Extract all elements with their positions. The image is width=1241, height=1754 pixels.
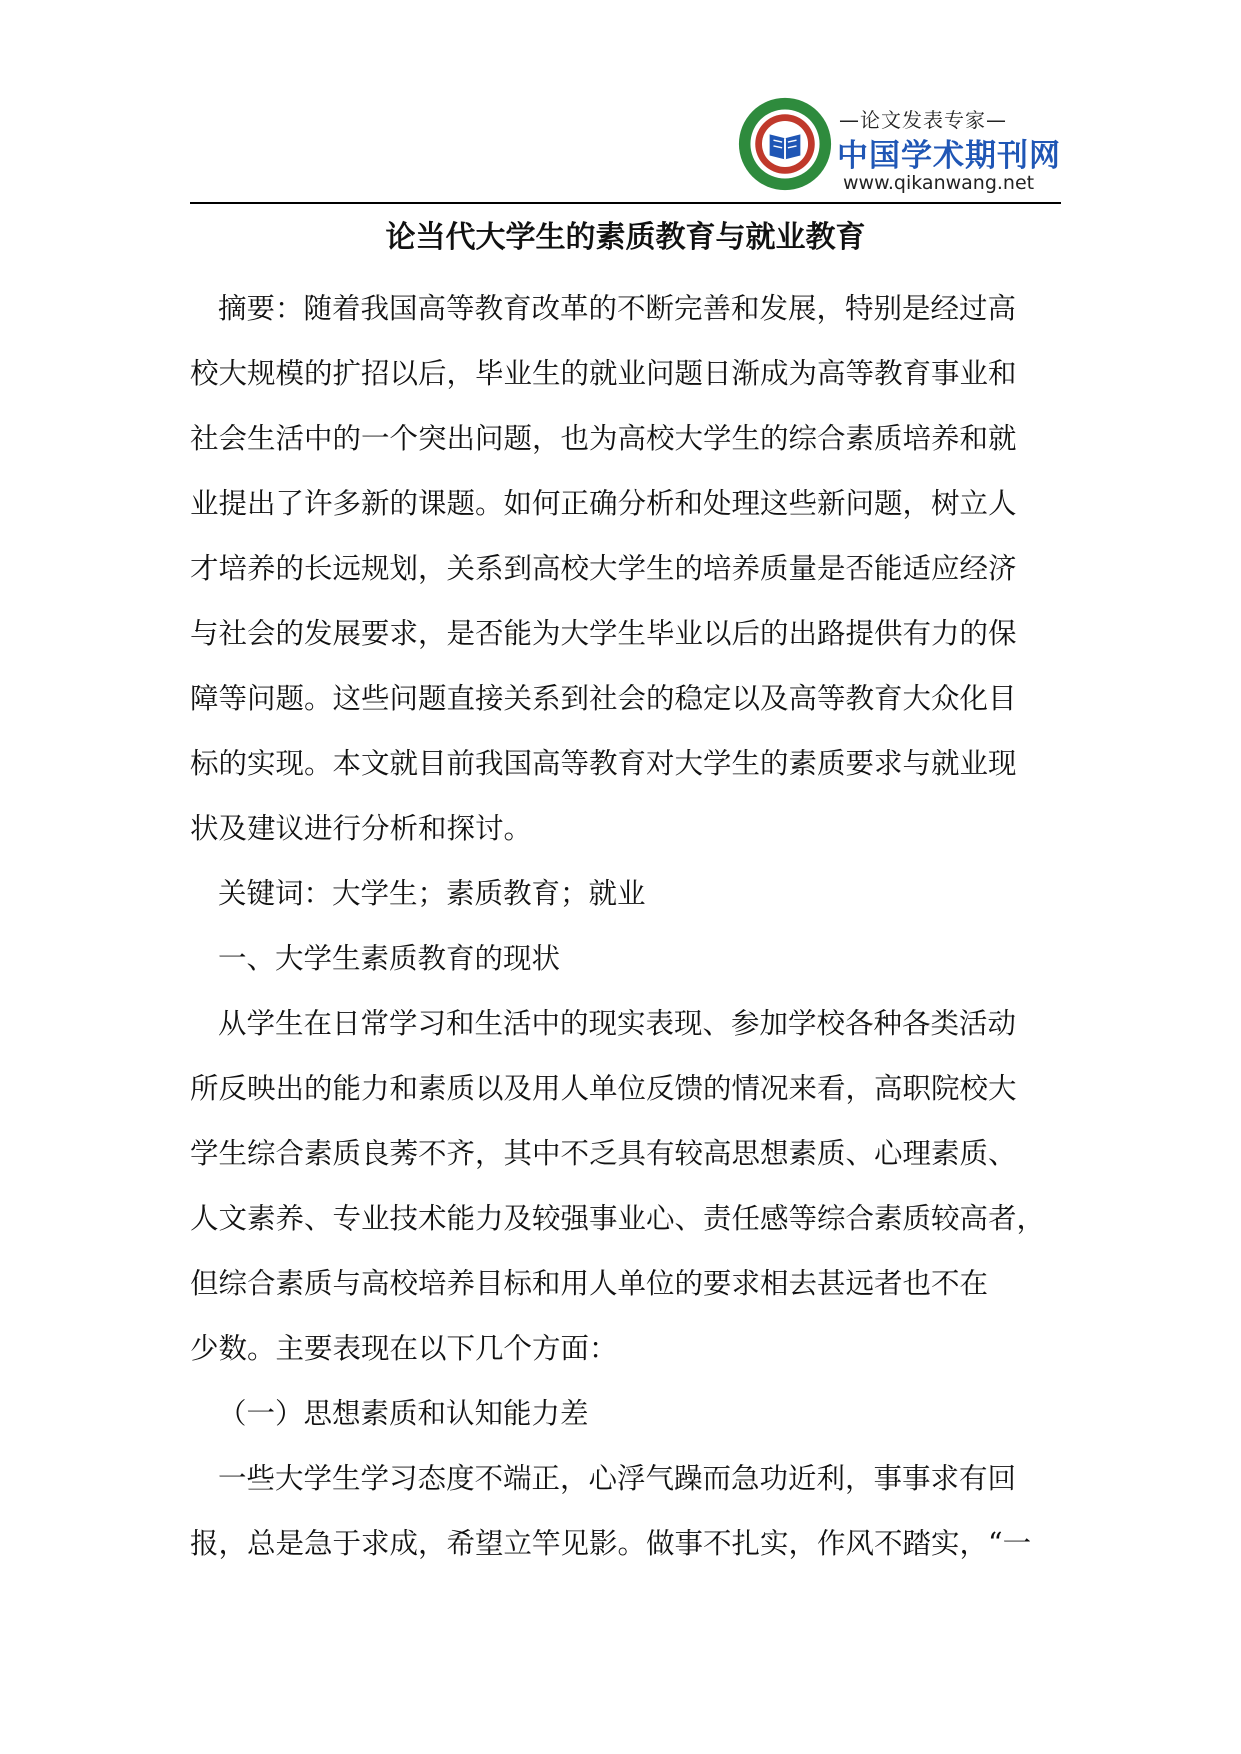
abstract-line: 与社会的发展要求，是否能为大学生毕业以后的出路提供有力的保 — [190, 617, 1017, 650]
abstract-line: 状及建议进行分析和探讨。 — [190, 812, 533, 845]
logo-url: www.qikanwang.net — [843, 172, 1035, 194]
document-body — [190, 276, 1050, 1576]
subsection-line: 报，总是急于求成，希望立竿见影。做事不扎实，作风不踏实，“一 — [190, 1527, 1032, 1560]
abstract-line: 障等问题。这些问题直接关系到社会的稳定以及高等教育大众化目 — [190, 682, 1017, 715]
abstract-line: 标的实现。本文就目前我国高等教育对大学生的素质要求与就业现 — [190, 747, 1017, 780]
section-line: 学生综合素质良莠不齐，其中不乏具有较高思想素质、心理素质、 — [190, 1137, 1017, 1170]
logo-name: 中国学术期刊网 — [837, 138, 1061, 174]
keywords: 关键词：大学生；素质教育；就业 — [218, 877, 646, 910]
seal-icon — [737, 96, 833, 192]
document-title: 论当代大学生的素质教育与就业教育 — [385, 220, 866, 255]
abstract-line: 才培养的长远规划，关系到高校大学生的培养质量是否能适应经济 — [190, 552, 1017, 585]
subsection-line: 一些大学生学习态度不端正，心浮气躁而急功近利，事事求有回 — [218, 1462, 1017, 1495]
abstract-line: 业提出了许多新的课题。如何正确分析和处理这些新问题，树立人 — [190, 487, 1017, 520]
page-header — [190, 80, 1061, 204]
subsection-paragraph — [190, 1446, 1050, 1576]
section-line: 但综合素质与高校培养目标和用人单位的要求相去甚远者也不在 — [190, 1267, 989, 1300]
section-line: 从学生在日常学习和生活中的现实表现、参加学校各种各类活动 — [218, 1007, 1017, 1040]
abstract-line: 摘要：随着我国高等教育改革的不断完善和发展，特别是经过高 — [218, 292, 1017, 325]
section-line: 人文素养、专业技术能力及较强事业心、责任感等综合素质较高者， — [190, 1202, 1046, 1235]
section-heading: 一、大学生素质教育的现状 — [218, 942, 561, 975]
abstract-line: 社会生活中的一个突出问题，也为高校大学生的综合素质培养和就 — [190, 422, 1017, 455]
section-line: 所反映出的能力和素质以及用人单位反馈的情况来看，高职院校大 — [190, 1072, 1017, 1105]
journal-logo — [737, 86, 1061, 196]
abstract-paragraph — [190, 276, 1050, 861]
section-paragraph — [190, 991, 1050, 1381]
abstract-line: 校大规模的扩招以后，毕业生的就业问题日渐成为高等教育事业和 — [190, 357, 1017, 390]
subsection-heading: （一）思想素质和认知能力差 — [218, 1397, 589, 1430]
section-line: 少数。主要表现在以下几个方面： — [190, 1332, 618, 1365]
logo-tagline: —论文发表专家— — [839, 108, 1007, 132]
